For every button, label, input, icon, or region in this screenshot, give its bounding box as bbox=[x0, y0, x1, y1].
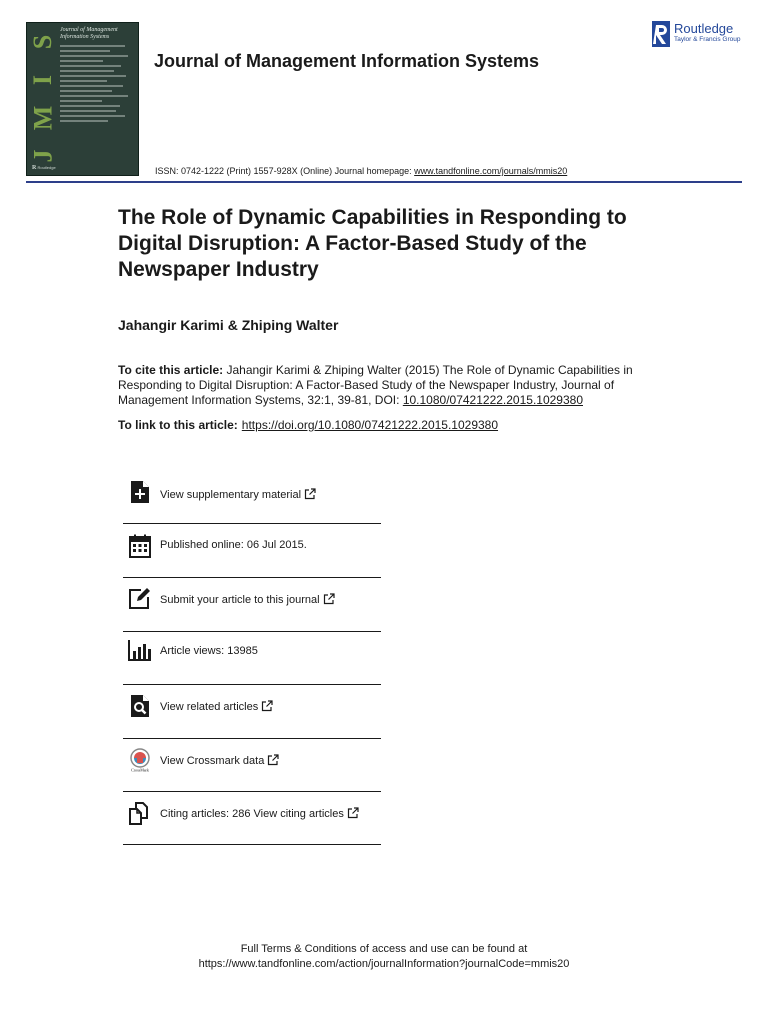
submit-article-item[interactable] bbox=[123, 578, 381, 632]
article-views-label: Article views: 13985 bbox=[160, 645, 258, 657]
published-online-item bbox=[123, 524, 381, 578]
journal-name: Journal of Management Information Systems bbox=[154, 51, 540, 71]
supplementary-material-item[interactable] bbox=[123, 471, 381, 524]
issn-text: ISSN: 0742-1222 (Print) 1557-928X (Online) Journal homepage: bbox=[155, 166, 415, 176]
article-title: The Role of Dynamic Capabilities in Responding to Digital Disruption: A Factor-Based Study of the Newspaper Industry bbox=[118, 206, 627, 281]
cover-title: Journal of Management Information Systems bbox=[60, 27, 118, 40]
footer-terms-url[interactable]: https://www.tandfonline.com/action/journalInformation?journalCode=mmis20 bbox=[198, 958, 570, 970]
routledge-logo-icon bbox=[652, 21, 670, 47]
publisher-group: Taylor & Francis Group bbox=[674, 36, 741, 43]
document-search-icon bbox=[128, 694, 152, 718]
external-link-icon bbox=[347, 807, 359, 819]
citing-articles-label: Citing articles: 286 View citing articles bbox=[160, 808, 344, 820]
external-link-icon bbox=[261, 700, 273, 712]
cover-publisher: R Routledge bbox=[32, 165, 56, 171]
header-divider bbox=[26, 181, 742, 183]
crossmark-item[interactable] bbox=[123, 739, 381, 792]
citation-doi-link[interactable]: 10.1080/07421222.2015.1029380 bbox=[402, 393, 583, 407]
crossmark-caption: CrossMark bbox=[131, 767, 149, 772]
calendar-icon bbox=[128, 534, 152, 558]
external-link-icon bbox=[323, 593, 335, 605]
supplementary-material-label: View supplementary material bbox=[160, 489, 302, 501]
related-articles-label: View related articles bbox=[160, 701, 259, 713]
external-link-icon bbox=[304, 488, 316, 500]
article-link-line bbox=[118, 418, 498, 433]
terms-footer bbox=[0, 942, 768, 972]
edit-icon bbox=[128, 586, 152, 610]
citation-block bbox=[118, 363, 663, 408]
external-link-icon bbox=[267, 754, 279, 766]
crossmark-label: View Crossmark data bbox=[160, 755, 265, 767]
article-authors: Jahangir Karimi & Zhiping Walter bbox=[118, 317, 339, 333]
citing-articles-item[interactable] bbox=[123, 792, 381, 845]
footer-terms-text: Full Terms & Conditions of access and use can be found at bbox=[240, 943, 528, 955]
citing-articles-icon bbox=[128, 801, 152, 825]
article-views-item bbox=[123, 632, 381, 685]
publisher-name: Routledge bbox=[674, 21, 734, 36]
document-plus-icon bbox=[128, 480, 152, 504]
submit-article-label: Submit your article to this journal bbox=[160, 594, 320, 606]
issn-line bbox=[155, 166, 567, 176]
cover-letters: S I M J bbox=[27, 34, 57, 163]
bar-chart-icon bbox=[128, 638, 152, 662]
published-online-label: Published online: 06 Jul 2015. bbox=[160, 539, 307, 551]
link-label: To link to this article: bbox=[118, 418, 238, 432]
article-info-list bbox=[123, 471, 381, 845]
citation-text: Jahangir Karimi & Zhiping Walter (2015) The Role of Dynamic Capabilities in Responding to Digital Disruption: A Factor-Based Study of the Newspaper Industry, Journal of Management Information Systems, 32:1, 39-81, DOI: bbox=[118, 363, 633, 407]
article-doi-url-link[interactable]: https://doi.org/10.1080/07421222.2015.1029380 bbox=[241, 418, 499, 432]
publisher-logo[interactable] bbox=[652, 21, 740, 47]
citation-label: To cite this article: bbox=[118, 363, 224, 377]
journal-cover-image bbox=[26, 22, 139, 176]
journal-homepage-link[interactable]: www.tandfonline.com/journals/mmis20 bbox=[414, 166, 568, 176]
related-articles-item[interactable] bbox=[123, 685, 381, 739]
crossmark-icon bbox=[128, 748, 152, 772]
cover-contents-lines bbox=[60, 45, 132, 125]
